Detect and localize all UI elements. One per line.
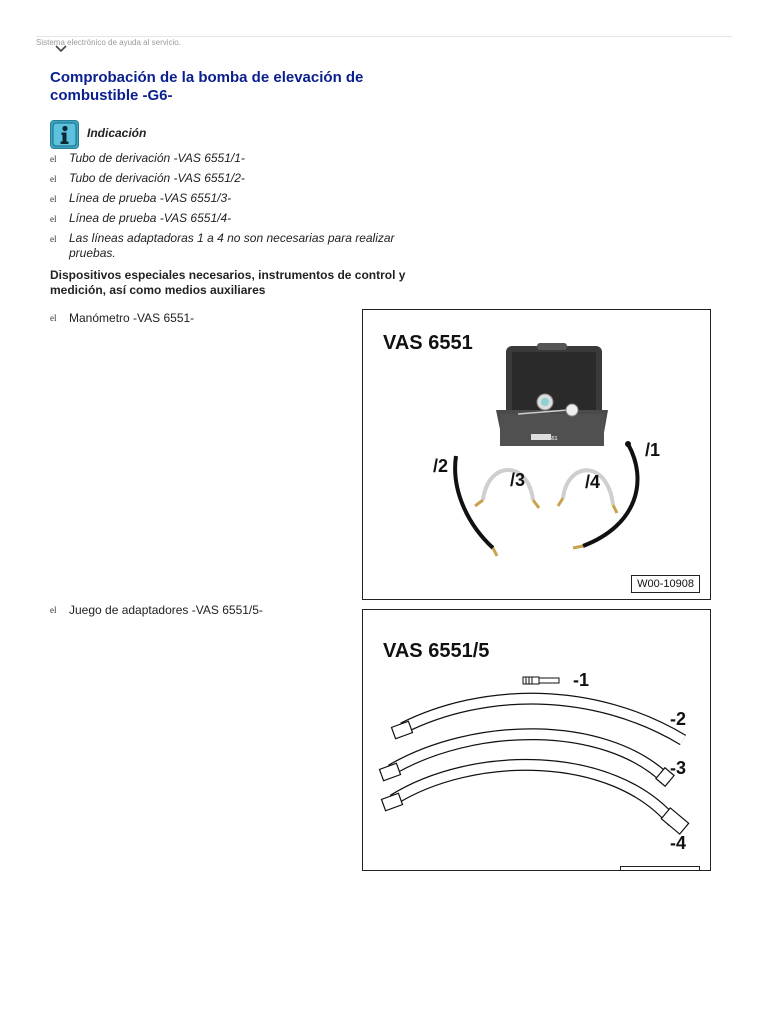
callout-2: -2	[670, 709, 687, 729]
list-item	[50, 171, 410, 187]
bullet-mark: el	[50, 194, 57, 204]
list-item	[50, 151, 410, 167]
callout-2: /2	[433, 456, 449, 476]
page-blank-area	[0, 871, 768, 1024]
callout-4: -4	[670, 833, 687, 853]
page-title: Comprobación de la bomba de elevación de combustible -G6-	[50, 69, 364, 104]
figure-title: VAS 6551	[383, 332, 473, 354]
note-list	[50, 151, 410, 265]
case-label: VAS 6551	[535, 436, 558, 442]
callout-3: /3	[510, 470, 526, 490]
callout-3: -3	[670, 758, 687, 778]
tool-item	[50, 603, 263, 617]
list-item	[50, 231, 410, 261]
figure-vas-6551-5	[362, 609, 711, 871]
tool-item	[50, 311, 194, 325]
callout-1: -1	[573, 670, 590, 690]
figure-vas-6551	[362, 309, 711, 600]
bullet-mark: el	[50, 605, 57, 615]
tool-label: Manómetro -VAS 6551-	[69, 311, 195, 325]
list-item-text: Tubo de derivación -VAS 6551/2-	[69, 171, 245, 185]
list-item	[50, 191, 410, 207]
list-item-text: Línea de prueba -VAS 6551/3-	[69, 191, 232, 205]
info-icon	[50, 120, 79, 149]
figure-code: W00-10908	[631, 575, 700, 593]
list-item-text: Las líneas adaptadoras 1 a 4 no son necesarias para realizar pruebas.	[69, 231, 395, 260]
figure-title: VAS 6551/5	[383, 640, 490, 662]
bullet-mark: el	[50, 234, 57, 244]
bullet-mark: el	[50, 174, 57, 184]
bullet-mark: el	[50, 214, 57, 224]
chevron-down-icon[interactable]	[54, 42, 68, 56]
breadcrumb: Sistema electrónico de ayuda al servicio.	[36, 38, 181, 47]
callout-4: /4	[585, 472, 601, 492]
list-item-text: Tubo de derivación -VAS 6551/1-	[69, 151, 245, 165]
note-label: Indicación	[87, 126, 147, 140]
list-item-text: Línea de prueba -VAS 6551/4-	[69, 211, 232, 225]
tool-label: Juego de adaptadores -VAS 6551/5-	[69, 603, 263, 617]
bullet-mark: el	[50, 154, 57, 164]
bullet-mark: el	[50, 313, 57, 323]
list-item	[50, 211, 410, 227]
callout-1: /1	[645, 440, 661, 460]
tools-heading: Dispositivos especiales necesarios, instrumentos de control y medición, así como medios auxiliares	[50, 268, 406, 297]
adapter-set-illustration	[363, 610, 711, 871]
